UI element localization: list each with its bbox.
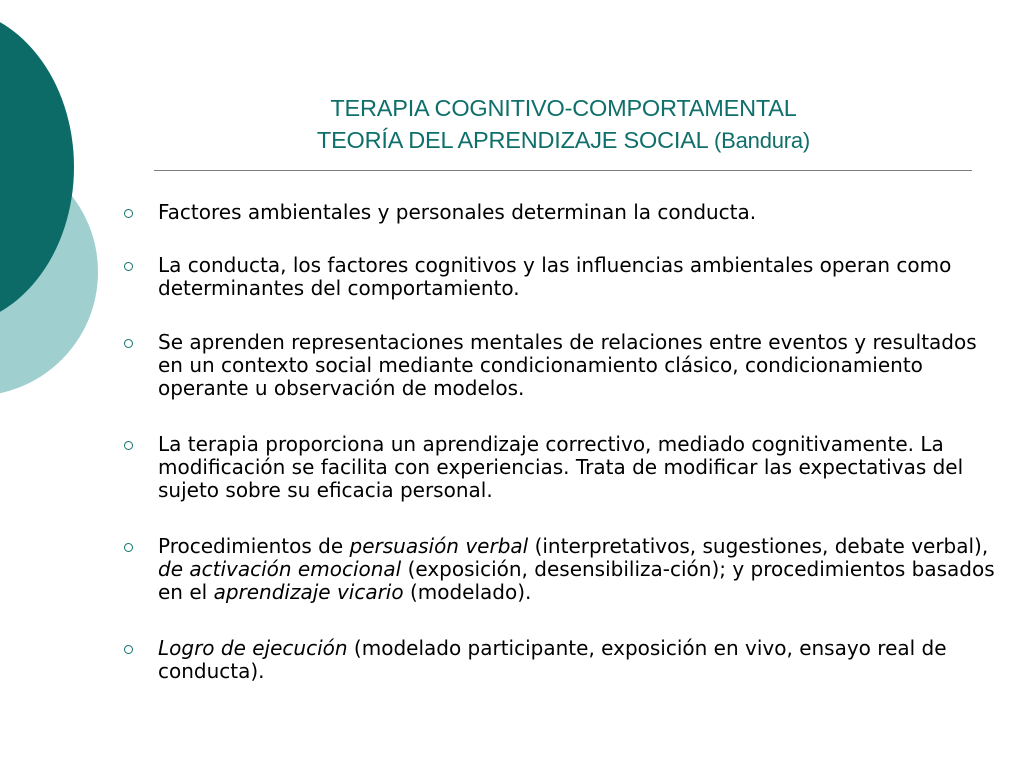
title-line-2-paren: (Bandura) <box>714 128 811 153</box>
title-line-1: TERAPIA COGNITIVO-COMPORTAMENTAL <box>330 95 797 121</box>
bullet-text-segment: (exposición, desensibiliza-ción); y procedimientos basados en el <box>158 557 995 604</box>
hollow-circle-bullet-icon <box>124 339 133 348</box>
hollow-circle-bullet-icon <box>124 645 133 654</box>
bullet-text-segment: Procedimientos de <box>158 534 350 558</box>
title-line-2-main: TEORÍA DEL APRENDIZAJE SOCIAL <box>316 127 708 153</box>
bullet-italic-term: aprendizaje vicario <box>213 580 404 604</box>
bullet-text-segment: (modelado). <box>403 580 532 604</box>
title-divider <box>154 170 972 171</box>
hollow-circle-bullet-icon <box>124 262 133 271</box>
bullet-italic-term: de activación emocional <box>158 557 402 581</box>
bullet-text <box>158 534 995 604</box>
bullet-text-segment: La terapia proporciona un aprendizaje correctivo, mediado cognitivamente. La modificación se facilita con experiencias. Trata de modificar las expectativas del sujeto sobre su eficacia personal. <box>158 432 964 502</box>
bullet-text-segment: Factores ambientales y personales determinan la conducta. <box>158 200 757 224</box>
bullet-text <box>158 253 951 300</box>
hollow-circle-bullet-icon <box>124 543 133 552</box>
bullet-text <box>158 330 977 400</box>
slide-title <box>155 92 972 157</box>
bullet-text-segment: Se aprenden representaciones mentales de relaciones entre eventos y resultados en un contexto social mediante condicionamiento clásico, condicionamiento operante u observación de modelos. <box>158 330 977 400</box>
bullet-italic-term: Logro de ejecución <box>158 636 348 660</box>
bullet-text <box>158 432 963 502</box>
bullet-italic-term: persuasión verbal <box>349 534 529 558</box>
bullet-text-segment: (modelado participante, exposición en vivo, ensayo real de conducta). <box>158 636 947 683</box>
bullet-item <box>120 535 1000 604</box>
bullet-text <box>158 636 947 683</box>
title-line-2 <box>155 124 972 157</box>
bullet-text-segment: La conducta, los factores cognitivos y las influencias ambientales operan como determinantes del comportamiento. <box>158 253 952 300</box>
bullet-item <box>120 201 1000 224</box>
bullet-item <box>120 254 1000 300</box>
bullet-item <box>120 433 1000 502</box>
bullet-list <box>120 201 1000 716</box>
bullet-item <box>120 637 1000 683</box>
bullet-item <box>120 331 1000 400</box>
hollow-circle-bullet-icon <box>124 209 133 218</box>
bullet-text-segment: (interpretativos, sugestiones, debate verbal), <box>528 534 989 558</box>
hollow-circle-bullet-icon <box>124 441 133 450</box>
bullet-text <box>158 200 756 224</box>
